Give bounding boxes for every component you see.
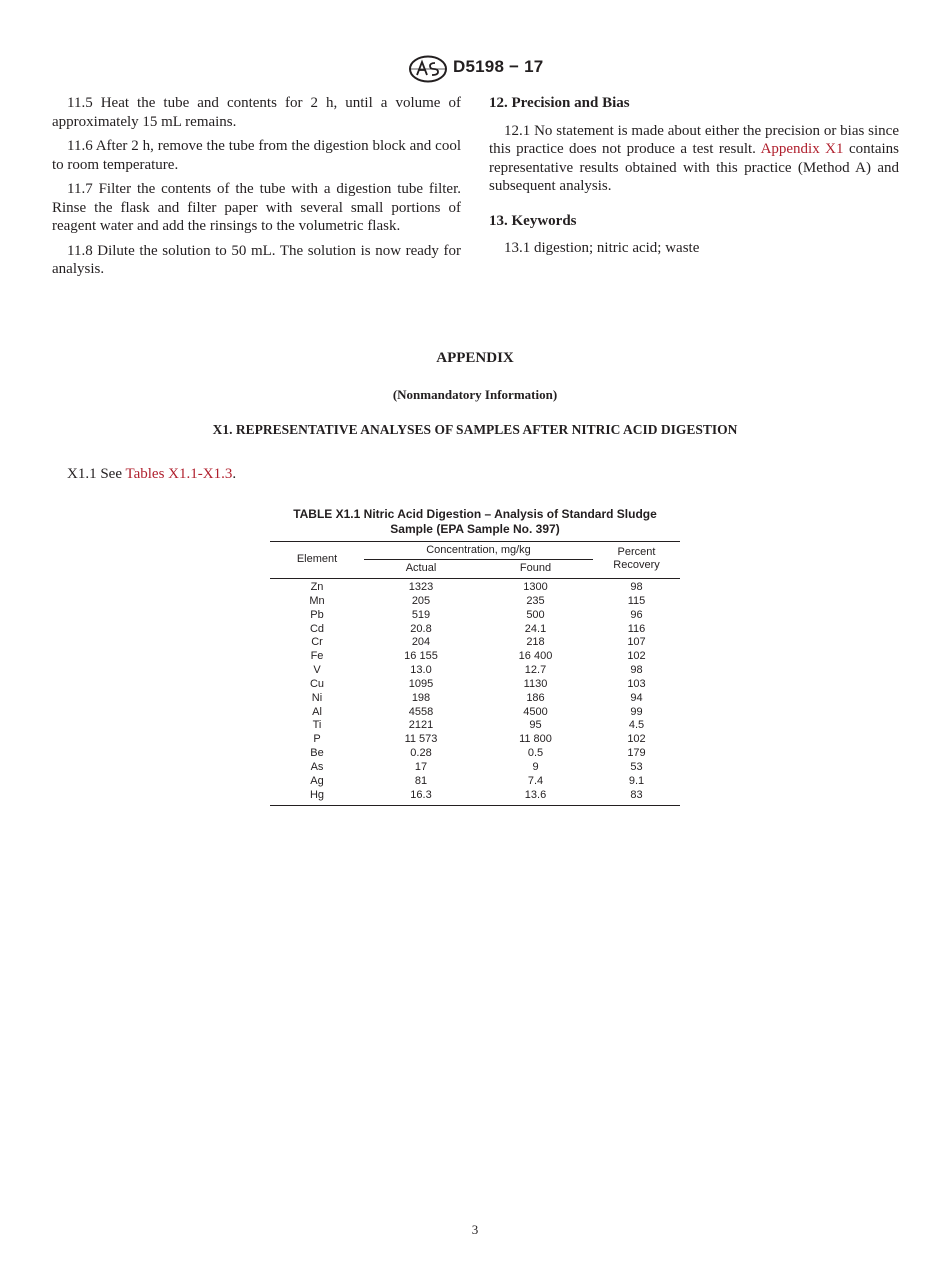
- table-caption: [270, 507, 680, 537]
- table-row: [270, 747, 680, 761]
- table-row: [270, 789, 680, 803]
- cell-recovery: 179: [627, 747, 646, 760]
- cell-recovery: 53: [630, 760, 643, 773]
- cell-recovery: 107: [627, 636, 646, 649]
- cell-element: Ag: [310, 774, 324, 787]
- x1-heading: X1. REPRESENTATIVE ANALYSES OF SAMPLES AFTER NITRIC ACID DIGESTION: [212, 422, 738, 437]
- header-actual: Actual: [405, 562, 437, 574]
- cell-found: 235: [526, 594, 545, 607]
- table-row: [270, 609, 680, 623]
- cell-element: V: [313, 664, 321, 677]
- cell-found: 95: [529, 719, 542, 732]
- cell-found: 0.5: [527, 747, 544, 760]
- paragraph-11-7: 11.7 Filter the contents of the tube with a digestion tube filter. Rinse the flask and filter paper with several small portions of reagent water and add the rinsings to the volumetric flask.: [52, 181, 461, 234]
- page-header: [0, 55, 950, 85]
- cell-recovery: 116: [627, 622, 646, 635]
- table-row: [270, 706, 680, 720]
- cell-actual: 1323: [408, 581, 434, 593]
- cell-found: 11 800: [519, 733, 552, 746]
- cell-found: 4500: [523, 705, 548, 718]
- header-concentration: Concentration, mg/kg: [426, 544, 531, 556]
- table-body: [270, 581, 680, 803]
- table-top-rule: [270, 541, 680, 542]
- cell-actual: 11 573: [404, 733, 438, 746]
- cell-element: Cu: [309, 677, 325, 690]
- table-row: [270, 595, 680, 609]
- astm-logo-icon: [408, 55, 448, 83]
- table-row: [270, 719, 680, 733]
- table-row: [270, 664, 680, 678]
- cell-recovery: 9.1: [628, 774, 645, 787]
- cell-element: Mn: [309, 594, 325, 607]
- cell-element: Fe: [310, 650, 324, 663]
- section-13-heading: 13. Keywords: [489, 212, 577, 229]
- paragraph-12-1: [489, 122, 899, 196]
- cell-actual: 205: [411, 594, 431, 607]
- cell-recovery: 4.5: [628, 719, 645, 732]
- cell-actual: 17: [414, 760, 428, 773]
- x1-1-prefix: X1.1 See: [67, 466, 122, 482]
- cell-element: As: [310, 760, 324, 773]
- cell-recovery: 115: [627, 594, 646, 607]
- cell-recovery: 98: [630, 664, 643, 677]
- table-row: [270, 692, 680, 706]
- cell-element: Zn: [310, 581, 324, 593]
- cell-element: Ni: [311, 691, 323, 704]
- table-row: [270, 623, 680, 637]
- cell-recovery: 99: [630, 705, 643, 718]
- cell-actual: 4558: [408, 705, 434, 718]
- paragraph-x1-1: [67, 466, 236, 483]
- appendix-title: APPENDIX: [436, 350, 514, 366]
- header-recovery-line2: Recovery: [613, 559, 660, 571]
- cell-found: 24.1: [524, 622, 547, 635]
- table-row: [270, 775, 680, 789]
- cell-element: P: [313, 733, 321, 746]
- right-column: [489, 94, 899, 264]
- x1-1-suffix: .: [232, 466, 237, 482]
- appendix-x1-link[interactable]: Appendix X1: [760, 141, 844, 157]
- paragraph-12-1-text: 12.1 No statement is made about either the precision or bias since this practice does not produce a test result.: [489, 122, 899, 157]
- table-header-rule: [270, 578, 680, 579]
- cell-recovery: 96: [630, 608, 643, 621]
- header-found: Found: [519, 562, 552, 574]
- cell-actual: 16.3: [410, 788, 432, 801]
- table-row: [270, 636, 680, 650]
- cell-actual: 1095: [408, 677, 434, 690]
- paragraph-11-5: 11.5 Heat the tube and contents for 2 h, until a volume of approximately 15 mL remains.: [52, 95, 461, 130]
- cell-element: Hg: [309, 788, 325, 801]
- table-caption-line1: TABLE X1.1 Nitric Acid Digestion – Analysis of Standard Sludge: [293, 507, 657, 521]
- cell-found: 500: [526, 608, 545, 621]
- cell-found: 1130: [523, 677, 548, 690]
- cell-recovery: 103: [627, 677, 646, 690]
- cell-element: Al: [312, 705, 322, 718]
- cell-element: Cr: [311, 636, 323, 649]
- paragraph-11-8: 11.8 Dilute the solution to 50 mL. The solution is now ready for analysis.: [52, 242, 461, 277]
- appendix-subtitle: (Nonmandatory Information): [392, 387, 558, 402]
- cell-found: 13.6: [524, 788, 547, 801]
- paragraph-11-6: 11.6 After 2 h, remove the tube from the digestion block and cool to room temperature.: [52, 138, 461, 173]
- cell-actual: 13.0: [410, 664, 432, 677]
- table-row: [270, 581, 680, 595]
- cell-element: Cd: [309, 622, 325, 635]
- cell-recovery: 102: [627, 733, 646, 746]
- paragraph-12-1-text-cont: contains representative results obtained with this practice (Method A) and subsequent analysis.: [489, 141, 899, 194]
- cell-actual: 81: [414, 774, 428, 787]
- tables-link[interactable]: Tables X1.1-X1.3: [125, 466, 233, 482]
- cell-element: Ti: [312, 719, 322, 732]
- cell-recovery: 94: [630, 691, 643, 704]
- cell-found: 186: [526, 691, 545, 704]
- document-designation: D5198 − 17: [453, 57, 544, 76]
- cell-found: 218: [526, 636, 545, 649]
- left-column: [52, 94, 461, 285]
- cell-found: 12.7: [524, 664, 547, 677]
- header-element: Element: [296, 553, 338, 565]
- table-row: [270, 678, 680, 692]
- cell-found: 1300: [523, 581, 548, 593]
- cell-found: 16 400: [518, 650, 553, 663]
- cell-recovery: 102: [627, 650, 646, 663]
- cell-actual: 204: [411, 636, 431, 649]
- table-sub-rule: [364, 559, 593, 560]
- section-12-heading: 12. Precision and Bias: [489, 95, 630, 111]
- cell-actual: 16 155: [404, 650, 438, 663]
- cell-actual: 519: [411, 608, 431, 621]
- cell-element: Be: [310, 747, 324, 760]
- table-bottom-rule: [270, 805, 680, 806]
- cell-actual: 0.28: [410, 747, 432, 760]
- cell-found: 7.4: [527, 774, 544, 787]
- cell-actual: 20.8: [410, 622, 432, 635]
- cell-actual: 198: [411, 691, 431, 704]
- cell-recovery: 98: [630, 581, 643, 593]
- table-caption-line2: Sample (EPA Sample No. 397): [390, 522, 560, 536]
- paragraph-13-1: 13.1 digestion; nitric acid; waste: [504, 240, 700, 256]
- header-recovery: [593, 546, 680, 572]
- page-number: 3: [471, 1222, 479, 1237]
- cell-actual: 2121: [408, 719, 434, 732]
- cell-found: 9: [532, 760, 539, 773]
- header-recovery-line1: Percent: [617, 546, 656, 558]
- cell-recovery: 83: [630, 788, 643, 801]
- table-row: [270, 761, 680, 775]
- table-row: [270, 733, 680, 747]
- cell-element: Pb: [310, 608, 324, 621]
- table-row: [270, 650, 680, 664]
